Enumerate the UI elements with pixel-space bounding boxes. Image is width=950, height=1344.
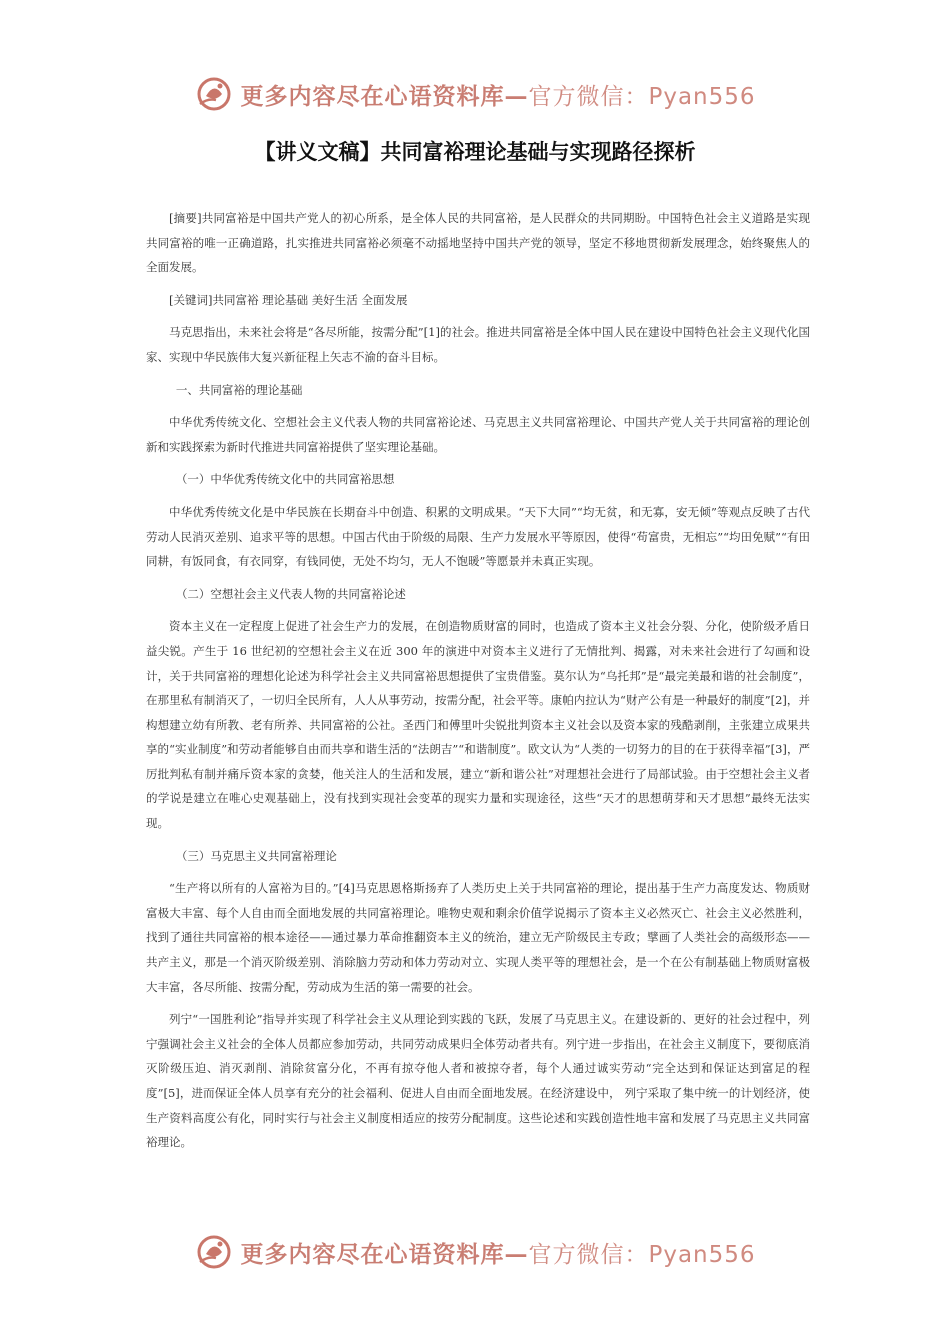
body-paragraph: “生产将以所有的人富裕为目的。”[4]马克思恩格斯扬弃了人类历史上关于共同富裕的理论，提出基于生产力高度发达、物质财富极大丰富、每个人自由而全面地发展的共同富裕理论。唯物史观和剩余价值学说揭示了资本主义必然灭亡、社会主义必然胜利，找到了通往共同富裕的根本途径——通过暴力革命推翻资本主义的统治，建立无产阶级民主专政；擘画了人类社会的高级形态——共产主义，那是一个消灭阶级差别、消除脑力劳动和体力劳动对立、实现人类平等的理想社会，是一个在公有制基础上物质财富极大丰富，各尽所能、按需分配，劳动成为生活的第一需要的社会。 [146,881,810,994]
abstract-paragraph: [摘要]共同富裕是中国共产党人的初心所系，是全体人民的共同富裕，是人民群众的共同期盼。中国特色社会主义道路是实现共同富裕的唯一正确道路，扎实推进共同富裕必须毫不动摇地坚持中国共产党的领导，坚定不移地贯彻新发展理念，始终聚焦人的全面发展。 [146,211,810,275]
banner-text [240,1236,755,1269]
body-paragraph: 中华优秀传统文化是中华民族在长期奋斗中创造、积累的文明成果。“天下大同”“均无贫，和无寡，安无倾”等观点反映了古代劳动人民消灭差别、追求平等的思想。中国古代由于阶级的局限、生产力发展水平等原因，使得“苟富贵，无相忘”“均田免赋”“有田同耕，有饭同食，有衣同穿，有钱同使，无处不均匀，无人不饱暖”等愿景并未真正实现。 [146,504,810,569]
banner-main-text: 更多内容尽在心语资料库 [240,82,505,110]
subsection-heading: （一）中华优秀传统文化中的共同富裕思想 [175,472,395,487]
document-title: 【讲义文稿】共同富裕理论基础与实现路径探析 [254,140,696,164]
subsection-heading: （三）马克思主义共同富裕理论 [175,848,337,863]
logo-icon [194,74,234,114]
section-heading: 一、共同富裕的理论基础 [175,382,303,397]
keywords-paragraph: [关键词]共同富裕 理论基础 美好生活 全面发展 [169,292,408,307]
logo-icon [194,1232,234,1272]
banner-separator: — [504,1240,529,1268]
banner-wechat-text: 官方微信：Pyan556 [528,83,756,110]
intro-paragraph: 马克思指出，未来社会将是“各尽所能，按需分配”[1]的社会。推进共同富裕是全体中国人民在建设中国特色社会主义现代化国家、实现中华民族伟大复兴新征程上矢志不渝的奋斗目标。 [146,325,810,364]
body-paragraph: 中华优秀传统文化、空想社会主义代表人物的共同富裕论述、马克思主义共同富裕理论、中国共产党人关于共同富裕的理论创新和实践探索为新时代推进共同富裕提供了坚实理论基础。 [146,415,810,454]
body-paragraph: 资本主义在一定程度上促进了社会生产力的发展，在创造物质财富的同时，也造成了资本主义社会分裂、分化，使阶级矛盾日益尖锐。产生于 16 世纪初的空想社会主义在近 300 年的演进中对资本主义进行了无情批判、揭露，对未来社会进行了勾画和设计，关于共同富裕的理想化论述为科学社会主义共同富裕思想提供了宝贵借鉴。莫尔认为“乌托邦”是“最完美最和谐的社会制度”，在那里私有制消灭了，一切归全民所有，人人从事劳动，按需分配，社会平等。康帕内拉认为“财产公有是一种最好的制度”[2]，并构想建立幼有所教、老有所养、共同富裕的公社。圣西门和傅里叶尖锐批判资本主义社会以及资本家的残酷剥削，主张建立成果共享的“实业制度”和劳动者能够自由而共享和谐生活的“法朗吉”“和谐制度”。欧文认为“人类的一切努力的目的在于获得幸福”[3]，严厉批判私有制并痛斥资本家的贪婪，他关注人的生活和发展，建立“新和谐公社”对理想社会进行了局部试验。由于空想社会主义者的学说是建立在唯心史观基础上，没有找到实现社会变革的现实力量和实现途径，这些“天才的思想萌芽和天才思想”最终无法实现。 [146,619,810,831]
banner-separator: — [504,82,529,110]
header-banner [0,72,950,116]
banner-main-text: 更多内容尽在心语资料库 [240,1240,505,1268]
body-paragraph: 列宁“一国胜利论”指导并实现了科学社会主义从理论到实践的飞跃，发展了马克思主义。在建设新的、更好的社会过程中，列宁强调社会主义社会的全体人员都应参加劳动，共同劳动成果归全体劳动者共有。列宁进一步指出，在社会主义制度下，要彻底消灭阶级压迫、消灭剥削、消除贫富分化，不再有掠夺他人者和被掠夺者，每个人通过诚实劳动“完全达到和保证达到富足的程度”[5]，进而保证全体人员享有充分的社会福利、促进人自由而全面地发展。在经济建设中， 列宁采取了集中统一的计划经济，使生产资料高度公有化，同时实行与社会主义制度相适应的按劳分配制度。这些论述和实践创造性地丰富和发展了马克思主义共同富裕理论。 [146,1012,810,1150]
banner-wechat-text: 官方微信：Pyan556 [528,1241,756,1268]
footer-banner [0,1230,950,1274]
subsection-heading: （二）空想社会主义代表人物的共同富裕论述 [175,586,406,601]
banner-text [240,78,755,111]
document-body [146,206,810,1163]
